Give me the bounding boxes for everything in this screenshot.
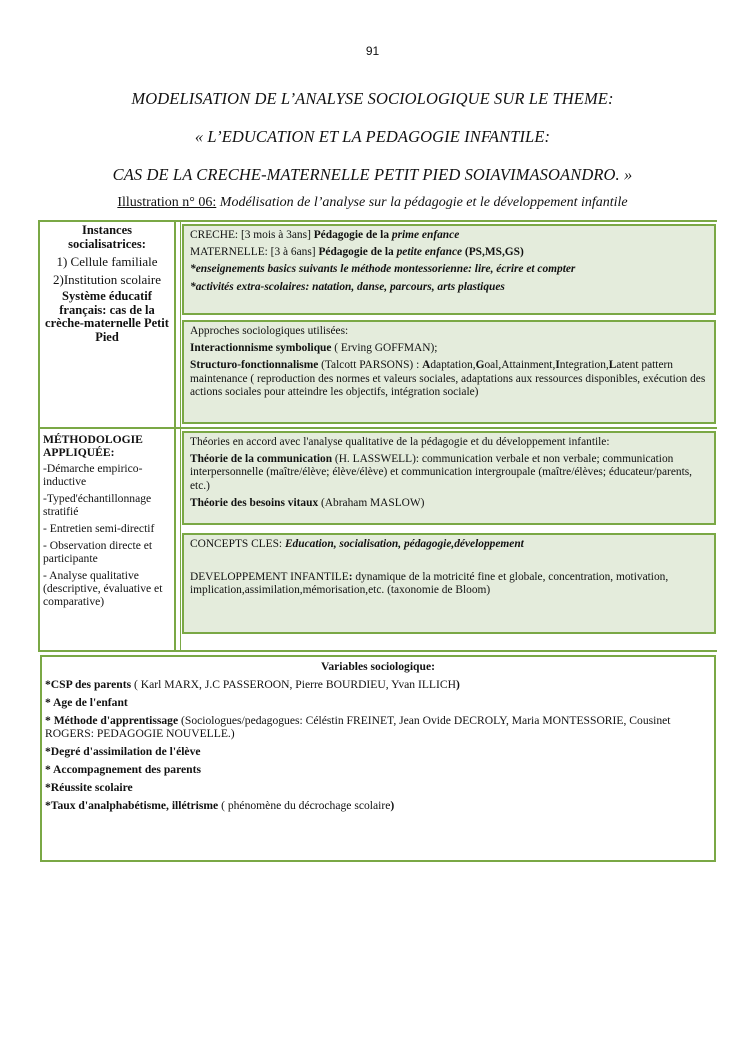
approaches-intro: Approches sociologiques utilisées: [190, 325, 349, 337]
illustration-label: Illustration n° 06: [117, 195, 217, 210]
title-line-3: CAS DE LA CRECHE-MATERNELLE PETIT PIED SOIAVIMASOANDRO. » [112, 165, 633, 184]
teaching-line: *enseignements basics suivants le méthode montessorienne: lire, écrire et compter [190, 263, 576, 276]
theories-box [182, 431, 716, 525]
methodology-heading: MÉTHODOLOGIE APPLIQUÉE: [43, 433, 143, 459]
needs-theory-line: Théorie des besoins vitaux (Abraham MASLOW) [190, 496, 425, 509]
instances-item-school: 2)Institution scolaire [53, 271, 161, 287]
illustration-title: Modélisation de l’analyse sur la pédagogie et le développement infantile [219, 195, 628, 210]
methodology-item: - Entretien semi-directif [43, 522, 155, 535]
variable-csp: *CSP des parents ( Karl MARX, J.C PASSEROON, Pierre BOURDIEU, Yvan ILLICH) [45, 677, 460, 691]
theories-intro: Théories en accord avec l'analyse qualitative de la pédagogie et du développement infantile: [190, 436, 610, 448]
column-divider-inner [180, 220, 181, 652]
creche-line: CRECHE: [3 mois à 3ans] Pédagogie de la prime enfance [190, 229, 460, 241]
variable-support: * Accompagnement des parents [45, 762, 201, 776]
title-line-1: MODELISATION DE L’ANALYSE SOCIOLOGIQUE SUR LE THEME: [131, 89, 614, 108]
methodology-item: - Analyse qualitative (descriptive, évaluative et comparative) [43, 569, 163, 608]
variable-method: * Méthode d'apprentissage (Sociologues/pedagogues: Céléstin FREINET, Jean Ovide DECROLY, Maria MONTESSORIE, Cousinet ROGERS: PEDAGOGIE NOUVELLE.) [45, 713, 671, 741]
illustration-caption [0, 195, 745, 211]
title-line-2: « L’EDUCATION ET LA PEDAGOGIE INFANTILE: [194, 127, 551, 146]
instances-item-family: 1) Cellule familiale [56, 254, 158, 269]
column-divider [174, 220, 176, 652]
variable-illiteracy: *Taux d'analphabétisme, illétrisme ( phénomène du décrochage scolaire) [45, 798, 395, 812]
variable-degree: *Degré d'assimilation de l'élève [45, 745, 201, 759]
methodology-item: -Démarche empirico-inductive [43, 462, 143, 488]
page-number: 91 [365, 44, 380, 58]
variables-box [40, 655, 716, 862]
concepts-box [182, 533, 716, 634]
instances-heading: Instances socialisatrices: [68, 223, 146, 251]
variable-success: *Réussite scolaire [45, 780, 133, 794]
communication-theory-line: Théorie de la communication (H. LASSWELL): communication verbale et non verbale; communication interpersonnelle (maître/élève; élève/élève) et communication intergroupale (maître/élèves; éducateur/parents, etc.) [190, 453, 693, 492]
variables-heading: Variables sociologique: [321, 660, 435, 673]
interactionism-line: Interactionnisme symbolique ( Erving GOFFMAN); [190, 342, 438, 355]
maternelle-line: MATERNELLE: [3 à 6ans] Pédagogie de la petite enfance (PS,MS,GS) [190, 246, 524, 259]
methodology-item: - Observation directe et participante [43, 539, 153, 565]
methodology-item: -Typed'échantillonnage stratifié [43, 492, 152, 518]
methodology-cell [43, 433, 173, 612]
activities-line: *activités extra-scolaires: natation, danse, parcours, arts plastiques [190, 280, 505, 293]
approaches-box [182, 320, 716, 424]
concepts-line: CONCEPTS CLES: Education, socialisation, pédagogie,développement [190, 538, 524, 550]
variable-age: * Age de l'enfant [45, 695, 128, 709]
instances-cell [42, 224, 172, 348]
row-divider [38, 427, 717, 429]
instances-system: Système éducatif français: cas de la crèche-maternelle Petit Pied [45, 289, 169, 344]
development-line: DEVELOPPEMENT INFANTILE: dynamique de la motricité fine et globale, concentration, motivation, implication,assimilation,mémorisation,etc. (taxonomie de Bloom) [190, 571, 669, 597]
structuro-line: Structuro-fonctionnalisme (Talcott PARSONS) : Adaptation,Goal,Attainment,Integration,Latent pattern maintenance ( reproduction des normes et valeurs sociales, adaptations aux ressources disponibles, exécution des actions sociales pour atteindre les objectifs, intégration sociale) [190, 359, 706, 398]
creche-box [182, 224, 716, 315]
